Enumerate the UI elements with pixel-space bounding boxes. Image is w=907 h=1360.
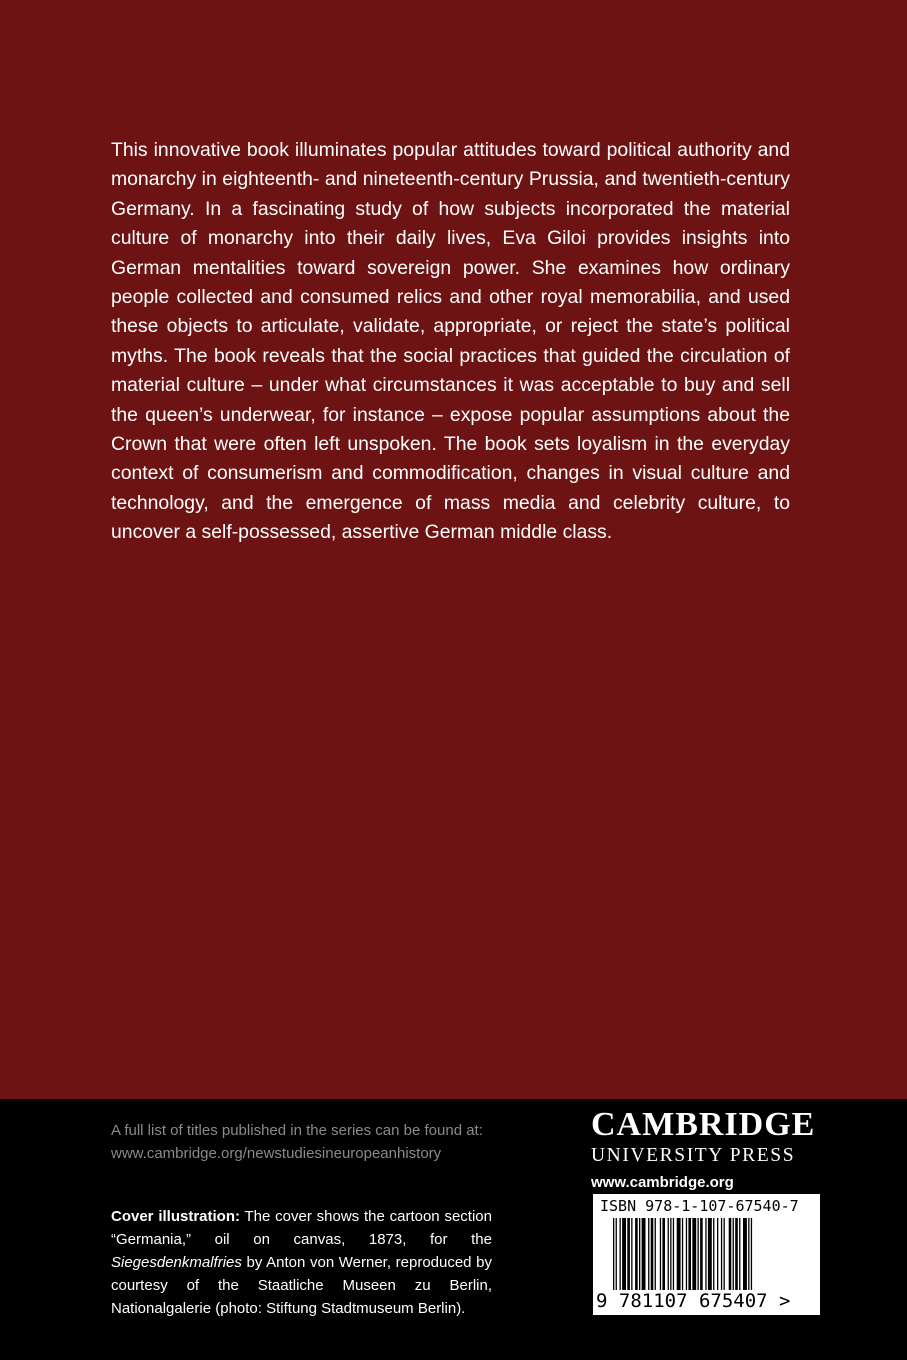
barcode-bar <box>673 1218 674 1290</box>
barcode-bar <box>668 1218 669 1290</box>
barcode-bar <box>698 1218 699 1290</box>
barcode-bar <box>660 1218 661 1290</box>
publisher-logo <box>591 1107 821 1193</box>
barcode-bar <box>682 1218 683 1290</box>
barcode-bar <box>642 1218 646 1290</box>
barcode-bar <box>739 1218 740 1290</box>
isbn-label: ISBN 978-1-107-67540-7 <box>600 1197 799 1215</box>
barcode-bar <box>713 1218 714 1290</box>
series-note-text: A full list of titles published in the series can be found at: <box>111 1122 483 1139</box>
barcode-bar <box>724 1218 725 1290</box>
barcode-bar <box>648 1218 649 1290</box>
barcode-digits: 9 781107 675407 > <box>596 1290 791 1312</box>
barcode-bar <box>733 1218 734 1290</box>
barcode-bar <box>631 1218 632 1290</box>
series-note <box>111 1119 511 1165</box>
barcode-bar <box>613 1218 614 1290</box>
cover-note-text-2: by Anton von Werner, reproduced by courtesy of the Staatliche Museen zu Berlin, Nationalgalerie (photo: Stiftung Stadtmuseum Berlin). <box>111 1254 492 1317</box>
barcode-bar <box>622 1218 626 1290</box>
barcode-bar <box>686 1218 687 1290</box>
barcode-bar <box>708 1218 712 1290</box>
barcode-bar <box>655 1218 656 1290</box>
barcode-bar <box>639 1218 640 1290</box>
barcode-bar <box>692 1218 696 1290</box>
publisher-name: CAMBRIDGE <box>591 1106 816 1143</box>
publisher-subname: UNIVERSITY PRESS <box>591 1145 796 1166</box>
barcode-bar <box>677 1218 681 1290</box>
barcode-bar <box>700 1218 703 1290</box>
barcode-bar <box>721 1218 722 1290</box>
back-cover-blurb: This innovative book illuminates popular attitudes toward political authority and monarchy in eighteenth- and nineteenth-century Prussia, and twentieth-century Germany. In a fascinating study of how subjects incorporated the material culture of monarchy into their daily lives, Eva Giloi provides insights into German mentalities toward sovereign power. She examines how ordinary people collected and consumed relics and other royal memorabilia, and used these objects to articulate, validate, appropriate, or reject the state’s political myths. The book reveals that the social practices that guided the circulation of material culture – under what circumstances it was acceptable to buy and sell the queen’s underwear, for instance – expose popular assumptions about the Crown that were often left unspoken. The book sets loyalism in the everyday context of consumerism and commodification, changes in visual culture and technology, and the emergence of mass media and celebrity culture, to uncover a self-possessed, assertive German middle class. <box>111 139 790 544</box>
series-url[interactable]: www.cambridge.org/newstudiesineuropeanhistory <box>111 1145 442 1162</box>
isbn-barcode <box>593 1194 820 1315</box>
cover-illustration-note <box>111 1205 492 1320</box>
barcode-bar <box>751 1218 752 1290</box>
barcode-bar <box>651 1218 654 1290</box>
publisher-url[interactable]: www.cambridge.org <box>591 1174 734 1191</box>
barcode-bar <box>635 1218 638 1290</box>
barcode-bar <box>743 1218 747 1290</box>
footer-band <box>0 1099 907 1360</box>
cover-note-italic: Siegesdenkmalfries <box>111 1254 242 1271</box>
barcode-bar <box>620 1218 621 1290</box>
cover-note-label: Cover illustration: <box>111 1208 240 1225</box>
barcode-bar <box>662 1218 665 1290</box>
barcode-bar <box>735 1218 738 1290</box>
barcode-bar <box>616 1218 617 1290</box>
barcode-bar <box>705 1218 706 1290</box>
barcode-bar <box>627 1218 630 1290</box>
barcode-bar <box>688 1218 691 1290</box>
barcode-bar <box>670 1218 671 1290</box>
barcode-bar <box>717 1218 718 1290</box>
barcode-bar <box>729 1218 732 1290</box>
cover-note-text-1: The cover shows the cartoon section “Germania,” oil on canvas, 1873, for the <box>111 1208 492 1248</box>
barcode-bar <box>748 1218 749 1290</box>
